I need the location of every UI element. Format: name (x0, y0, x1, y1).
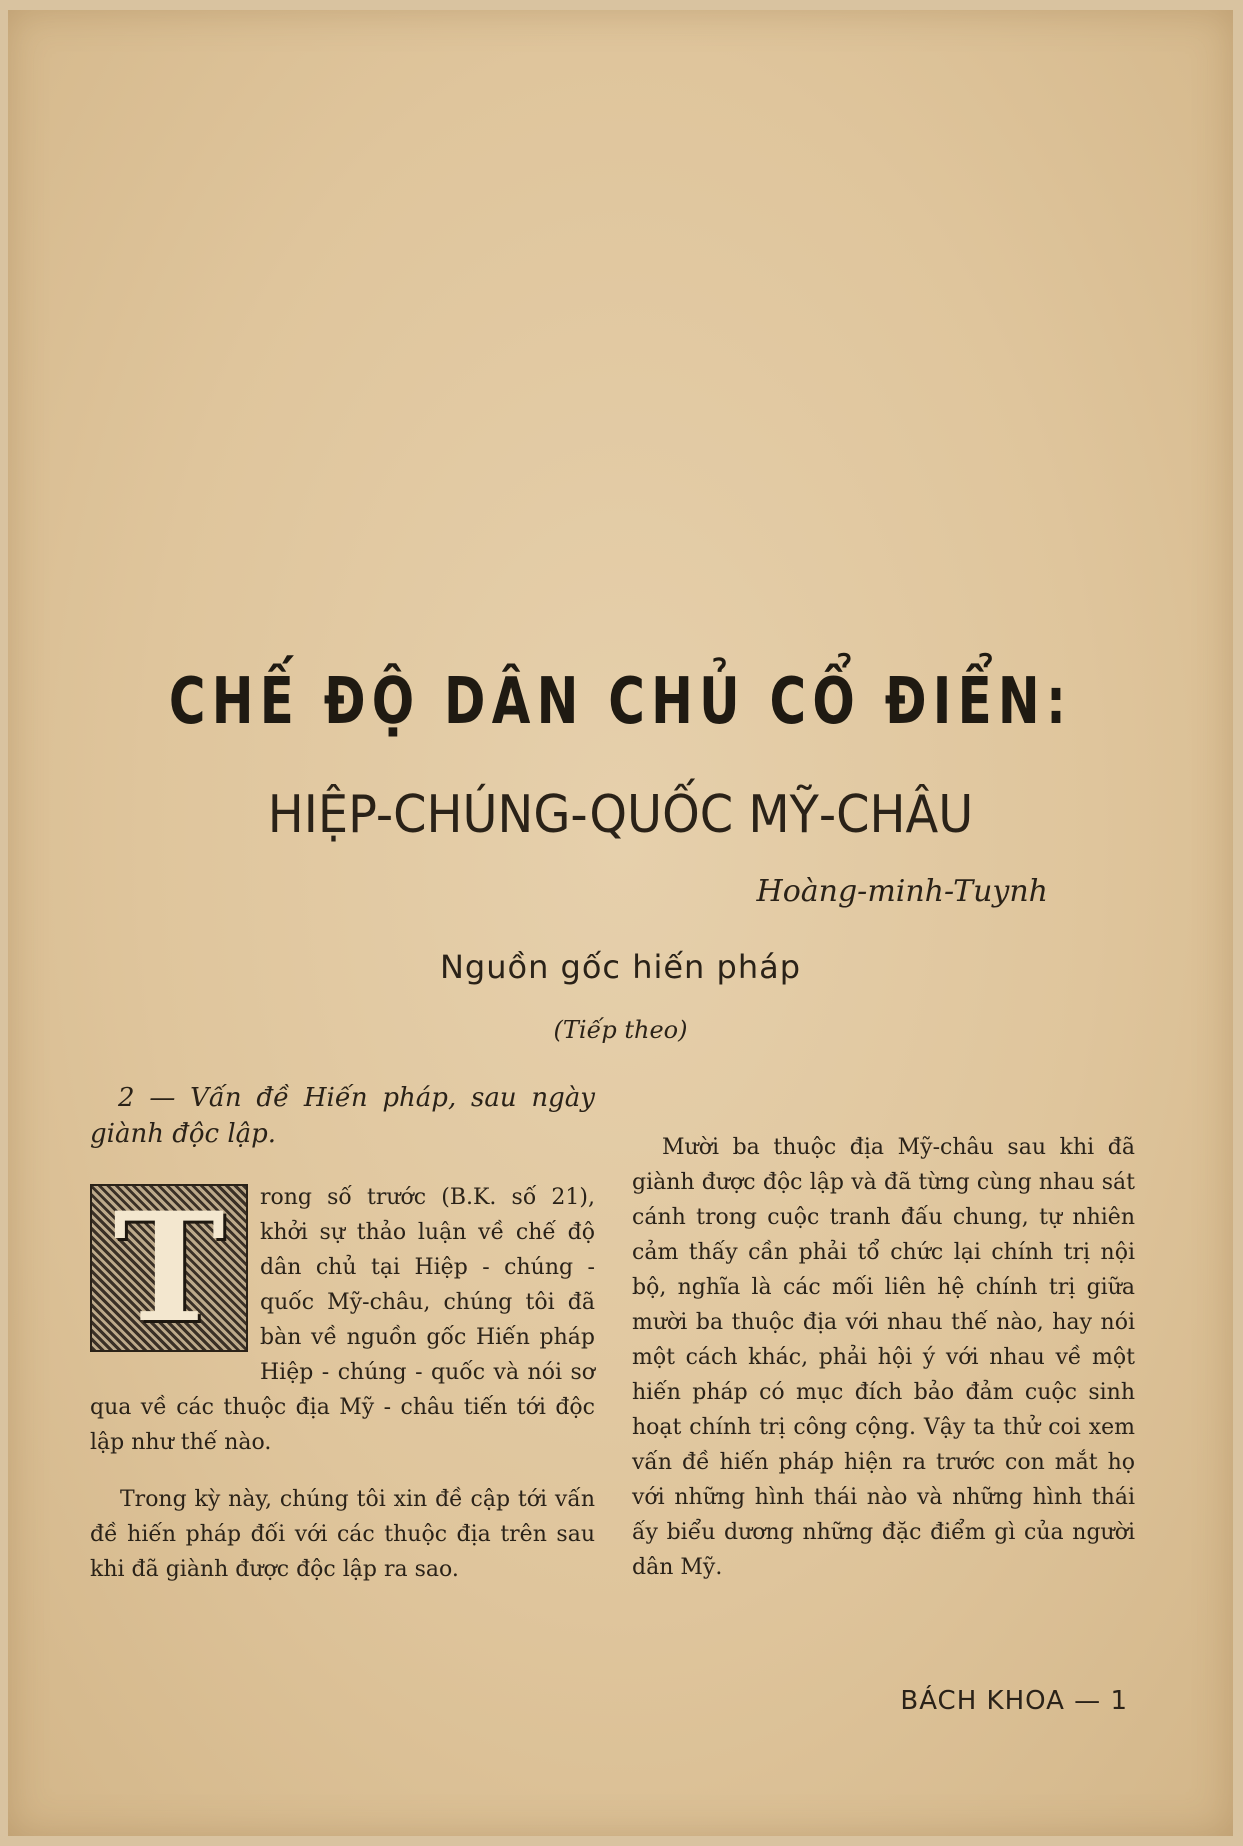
right-paragraph-1: Mười ba thuộc địa Mỹ-châu sau khi đã giành được độc lập và đã từng cùng nhau sát cánh trong cuộc tranh đấu chung, tự nhiên cảm thấy cần phải tổ chức lại chính trị nội bộ, nghĩa là các mối liên hệ chính trị giữa mười ba thuộc địa với nhau thế nào, hay nói một cách khác, phải hội ý với nhau về một hiến pháp có mục đích bảo đảm cuộc sinh hoạt chính trị công cộng. Vậy ta thử coi xem vấn đề hiến pháp hiện ra trước con mắt họ với những hình thái nào và những hình thái ấy biểu dương những đặc điểm gì của người dân Mỹ. (632, 1135, 1135, 1580)
left-column (90, 1080, 595, 1587)
left-paragraph-2: Trong kỳ này, chúng tôi xin đề cập tới vấn đề hiến pháp đối với các thuộc địa trên sau khi đã giành được độc lập ra sao. (90, 1487, 595, 1582)
page-footer: BÁCH KHOA — 1 (900, 1686, 1128, 1716)
left-paragraph-1: rong số trước (B.K. số 21), khởi sự thảo luận về chế độ dân chủ tại Hiệp - chúng - quốc Mỹ-châu, chúng tôi đã bàn về nguồn gốc Hiến pháp Hiệp - chúng - quốc và nói sơ qua về các thuộc địa Mỹ - châu tiến tới độc lập như thế nào. (90, 1185, 595, 1455)
continued-label: (Tiếp theo) (553, 1016, 688, 1044)
article-author: Hoàng-minh-Tuynh (756, 874, 1048, 909)
right-column (632, 1130, 1135, 1585)
article-title: CHẾ ĐỘ DÂN CHỦ CỔ ĐIỂN: (168, 665, 1073, 739)
article-subtitle: HIỆP-CHÚNG-QUỐC MỸ-CHÂU (267, 785, 974, 845)
section-title: Nguồn gốc hiến pháp (439, 948, 802, 986)
magazine-page (8, 10, 1233, 1836)
subsection-heading: 2 — Vấn đề Hiến pháp, sau ngày giành độc lập. (90, 1083, 595, 1149)
dropcap-initial: T (90, 1184, 248, 1352)
